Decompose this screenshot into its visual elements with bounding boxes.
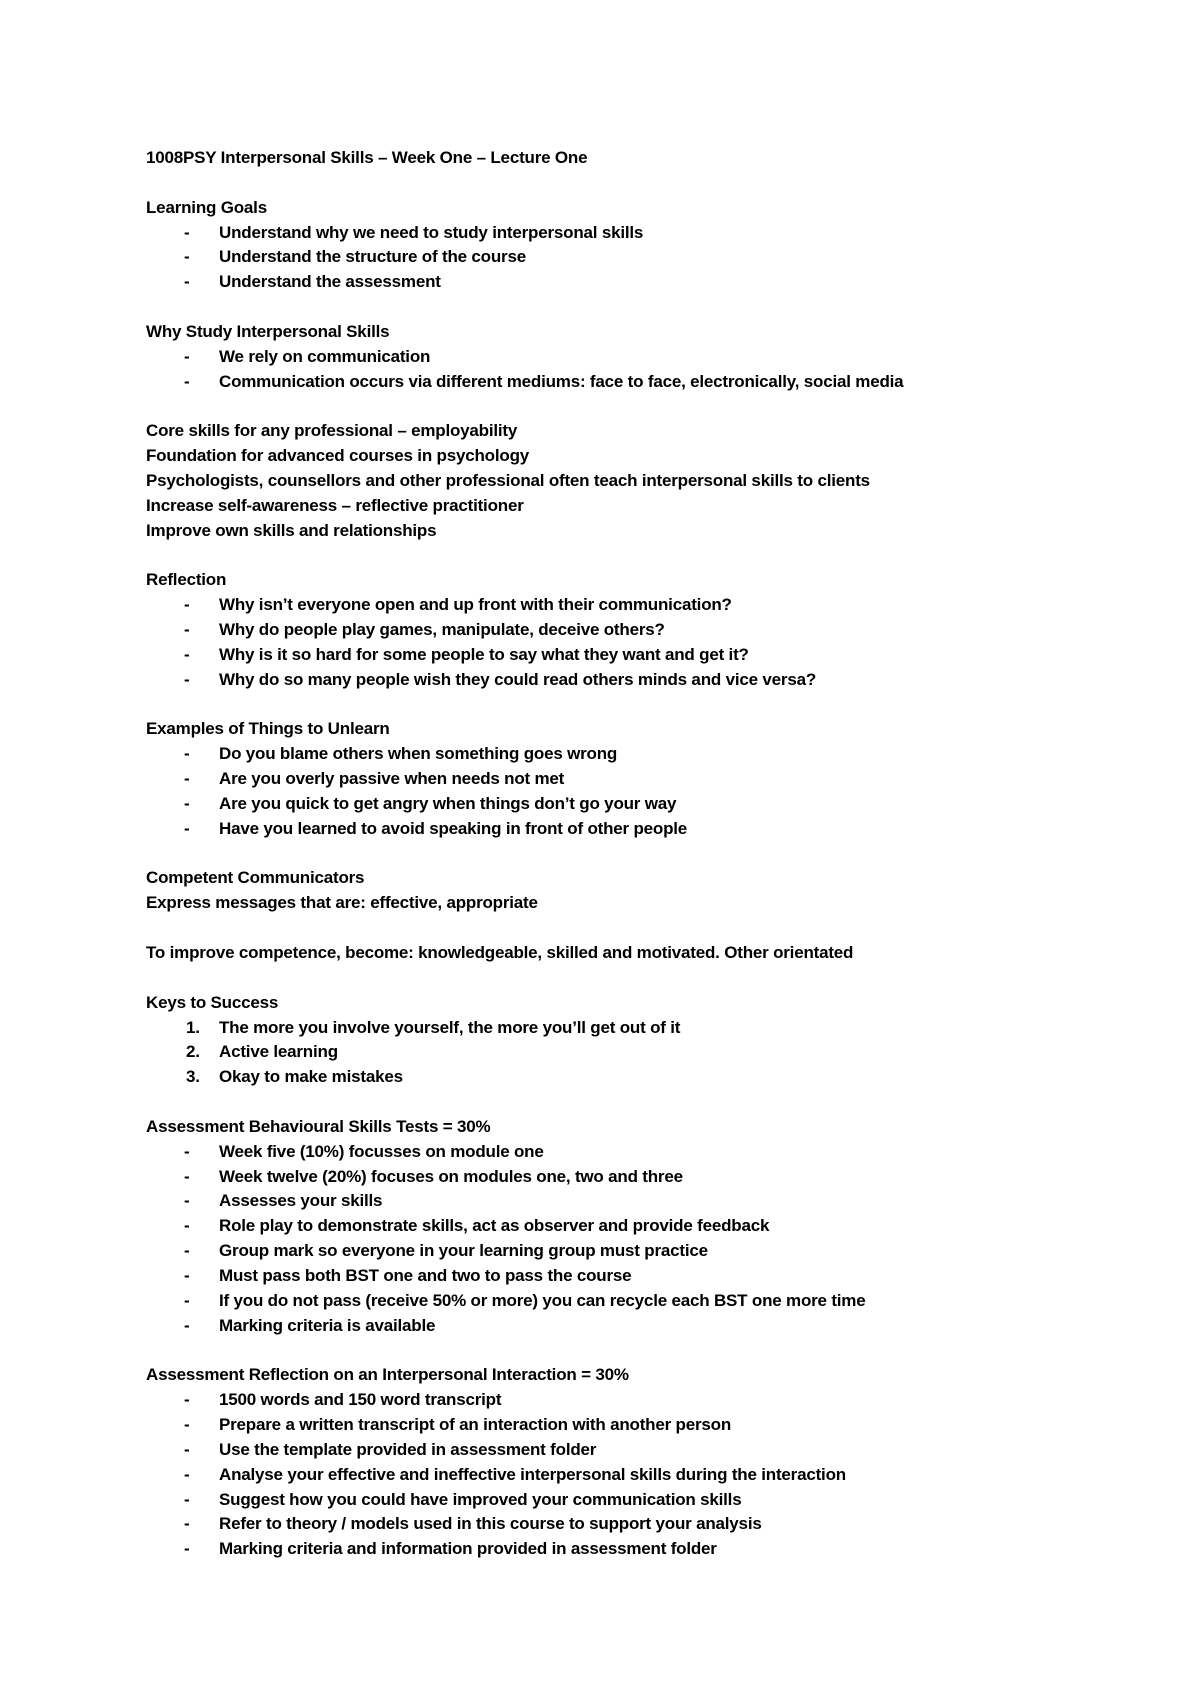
bullet-marker: - bbox=[184, 1539, 190, 1559]
list-item: - Use the template provided in assessment folder bbox=[146, 1438, 1126, 1463]
bullet-marker: - bbox=[184, 595, 190, 615]
paragraph-line: Express messages that are: effective, appropriate bbox=[146, 893, 538, 913]
bullet-marker: - bbox=[184, 272, 190, 292]
paragraph-line: Psychologists, counsellors and other professional often teach interpersonal skills to clients bbox=[146, 470, 870, 490]
paragraph-line: Foundation for advanced courses in psychology bbox=[146, 446, 530, 466]
list-item: - Assesses your skills bbox=[146, 1189, 1126, 1214]
bullet-marker: - bbox=[184, 769, 190, 789]
bullet-marker: - bbox=[184, 1390, 190, 1410]
list-item: - Analyse your effective and ineffective interpersonal skills during the interaction bbox=[146, 1463, 1126, 1488]
bullet-marker: - bbox=[184, 744, 190, 764]
list-item: - Week twelve (20%) focuses on modules one, two and three bbox=[146, 1165, 1126, 1190]
section-heading-learning-goals: Learning Goals bbox=[146, 197, 267, 217]
bullet-marker: - bbox=[184, 1166, 190, 1186]
lecture-notes bbox=[146, 146, 1126, 1562]
list-item: - Communication occurs via different mediums: face to face, electronically, social media bbox=[146, 370, 1126, 395]
list-item: - 1500 words and 150 word transcript bbox=[146, 1388, 1126, 1413]
bullet-marker: - bbox=[184, 1265, 190, 1285]
bullet-marker: - bbox=[184, 1315, 190, 1335]
list-item: - We rely on communication bbox=[146, 345, 1126, 370]
spacer bbox=[146, 295, 1126, 320]
list-item: - Role play to demonstrate skills, act as observer and provide feedback bbox=[146, 1214, 1126, 1239]
list-item: - Marking criteria and information provided in assessment folder bbox=[146, 1537, 1126, 1562]
bullet-marker: - bbox=[184, 222, 190, 242]
bullet-marker: - bbox=[184, 1439, 190, 1459]
list-item: - Are you quick to get angry when things don’t go your way bbox=[146, 792, 1126, 817]
bullet-marker: - bbox=[184, 1290, 190, 1310]
list-item: - Group mark so everyone in your learning group must practice bbox=[146, 1239, 1126, 1264]
bullet-marker: - bbox=[184, 1241, 190, 1261]
bullet-marker: - bbox=[184, 669, 190, 689]
section-heading-reflection: Reflection bbox=[146, 570, 227, 590]
bullet-marker: - bbox=[184, 1489, 190, 1509]
list-item: - Are you overly passive when needs not met bbox=[146, 767, 1126, 792]
number-marker: 2. bbox=[186, 1042, 200, 1062]
section-heading-bst: Assessment Behavioural Skills Tests = 30% bbox=[146, 1116, 491, 1136]
list-item: - Why do people play games, manipulate, deceive others? bbox=[146, 618, 1126, 643]
bullet-marker: - bbox=[184, 620, 190, 640]
section-heading-reflection-assessment: Assessment Reflection on an Interpersonal Interaction = 30% bbox=[146, 1365, 629, 1385]
bullet-marker: - bbox=[184, 1415, 190, 1435]
list-item: - Understand why we need to study interpersonal skills bbox=[146, 221, 1126, 246]
list-item: - Understand the assessment bbox=[146, 270, 1126, 295]
list-item: - Marking criteria is available bbox=[146, 1314, 1126, 1339]
paragraph-line: Core skills for any professional – employability bbox=[146, 421, 518, 441]
section-heading-competent: Competent Communicators bbox=[146, 868, 365, 888]
bullet-marker: - bbox=[184, 793, 190, 813]
paragraph-line: To improve competence, become: knowledgeable, skilled and motivated. Other orientated bbox=[146, 943, 854, 962]
list-item: - Have you learned to avoid speaking in front of other people bbox=[146, 817, 1126, 842]
list-item: - Why isn’t everyone open and up front with their communication? bbox=[146, 593, 1126, 618]
list-item: - If you do not pass (receive 50% or more) you can recycle each BST one more time bbox=[146, 1289, 1126, 1314]
section-heading-keys: Keys to Success bbox=[146, 992, 279, 1012]
bullet-marker: - bbox=[184, 247, 190, 267]
list-item: - Suggest how you could have improved your communication skills bbox=[146, 1488, 1126, 1513]
bullet-marker: - bbox=[184, 371, 190, 391]
bullet-marker: - bbox=[184, 346, 190, 366]
list-item: - Do you blame others when something goes wrong bbox=[146, 742, 1126, 767]
list-item: - Why is it so hard for some people to say what they want and get it? bbox=[146, 643, 1126, 668]
numbered-item: 3. Okay to make mistakes bbox=[146, 1065, 1126, 1090]
list-item: - Why do so many people wish they could read others minds and vice versa? bbox=[146, 668, 1126, 693]
numbered-item: 2. Active learning bbox=[146, 1040, 1126, 1065]
bullet-marker: - bbox=[184, 1141, 190, 1161]
list-item: - Must pass both BST one and two to pass the course bbox=[146, 1264, 1126, 1289]
spacer bbox=[146, 916, 1126, 941]
bullet-marker: - bbox=[184, 1191, 190, 1211]
numbered-item: 1. The more you involve yourself, the more you’ll get out of it bbox=[146, 1016, 1126, 1041]
spacer bbox=[146, 966, 1126, 991]
spacer bbox=[146, 842, 1126, 867]
list-item: - Week five (10%) focusses on module one bbox=[146, 1140, 1126, 1165]
list-item: - Understand the structure of the course bbox=[146, 245, 1126, 270]
bullet-marker: - bbox=[184, 818, 190, 838]
bullet-marker: - bbox=[184, 1216, 190, 1236]
spacer bbox=[146, 1339, 1126, 1364]
section-heading-unlearn: Examples of Things to Unlearn bbox=[146, 719, 390, 739]
paragraph-line: Improve own skills and relationships bbox=[146, 520, 437, 540]
bullet-marker: - bbox=[184, 1464, 190, 1484]
bullet-marker: - bbox=[184, 1514, 190, 1534]
paragraph-line: Increase self-awareness – reflective practitioner bbox=[146, 495, 524, 515]
spacer bbox=[146, 544, 1126, 569]
spacer bbox=[146, 171, 1126, 196]
number-marker: 3. bbox=[186, 1067, 200, 1087]
section-heading-why-study: Why Study Interpersonal Skills bbox=[146, 321, 390, 341]
list-item: - Prepare a written transcript of an interaction with another person bbox=[146, 1413, 1126, 1438]
spacer bbox=[146, 1090, 1126, 1115]
spacer bbox=[146, 394, 1126, 419]
bullet-marker: - bbox=[184, 644, 190, 664]
page-title: 1008PSY Interpersonal Skills – Week One – Lecture One bbox=[146, 148, 588, 167]
number-marker: 1. bbox=[186, 1017, 200, 1037]
list-item: - Refer to theory / models used in this course to support your analysis bbox=[146, 1512, 1126, 1537]
spacer bbox=[146, 693, 1126, 718]
